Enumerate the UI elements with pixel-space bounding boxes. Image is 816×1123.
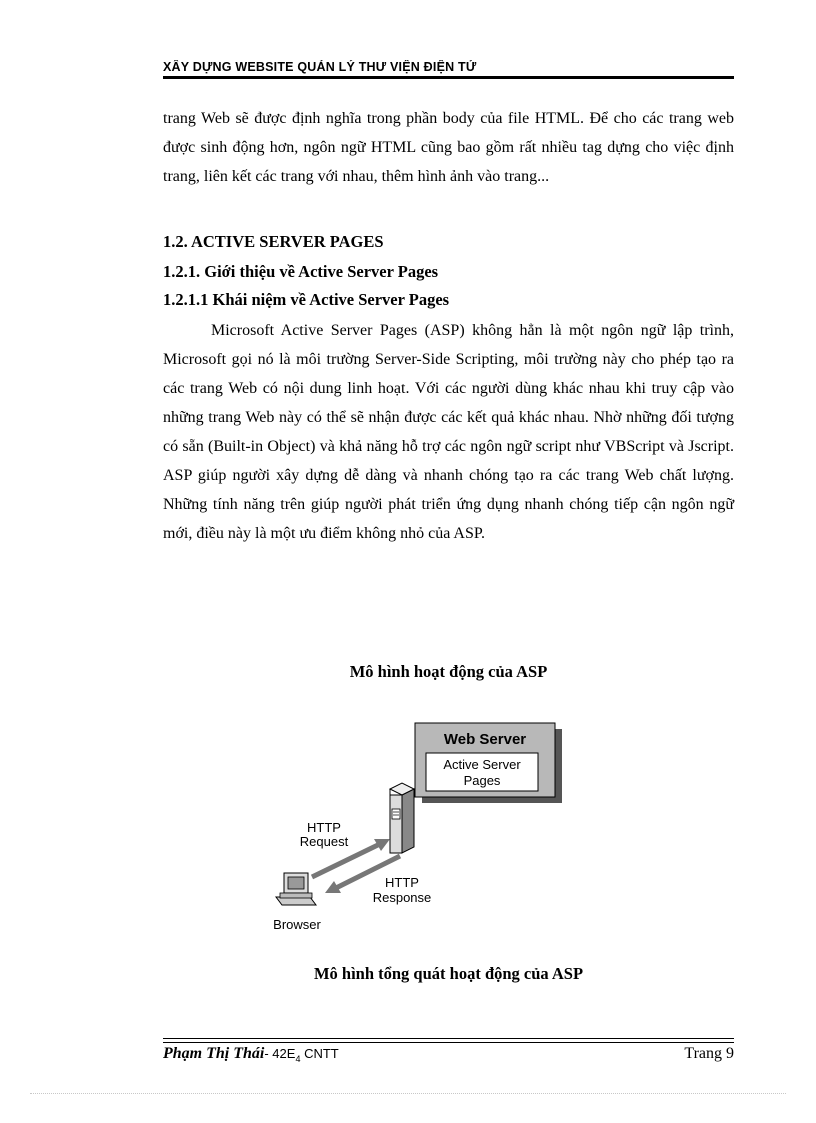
asp-diagram bbox=[262, 715, 562, 940]
paragraph-intro: trang Web sẽ được định nghĩa trong phần body của file HTML. Để cho các trang web được sinh động hơn, ngôn ngữ HTML cũng bao gồm rất nhiều tag dựng cho việc định trang, liên kết các trang với nhau, thêm hình ảnh vào trang... bbox=[163, 110, 734, 185]
footer-rule-thick bbox=[163, 1038, 734, 1039]
page-edge-dots bbox=[30, 1093, 786, 1094]
request-label-line2: Request bbox=[299, 834, 349, 849]
response-label-line1: HTTP bbox=[385, 875, 419, 890]
asp-label-line2: Pages bbox=[463, 773, 501, 788]
figure-caption-top: Mô hình hoạt động của ASP bbox=[349, 662, 548, 681]
footer-class-prefix: - 42E bbox=[264, 1046, 296, 1061]
header-rule bbox=[163, 76, 734, 79]
footer-rule-thin bbox=[163, 1042, 734, 1043]
heading-section: 1.2. ACTIVE SERVER PAGES bbox=[163, 232, 384, 251]
footer-class-sub: 4 bbox=[295, 1054, 301, 1064]
browser-label: Browser bbox=[273, 917, 321, 932]
heading-subsection: 1.2.1. Giới thiệu về Active Server Pages bbox=[163, 262, 439, 281]
figure-caption-bottom: Mô hình tổng quát hoạt động của ASP bbox=[313, 964, 584, 983]
request-label-line1: HTTP bbox=[307, 820, 341, 835]
web-server-label: Web Server bbox=[443, 731, 527, 748]
footer-author-line bbox=[163, 1045, 339, 1064]
page-number: Trang 9 bbox=[684, 1045, 734, 1062]
heading-subsubsection: 1.2.1.1 Khái niệm về Active Server Pages bbox=[163, 290, 450, 309]
paragraph-asp: Microsoft Active Server Pages (ASP) không hẳn là một ngôn ngữ lập trình, Microsoft gọi nó là môi trường Server-Side Scripting, môi trường này cho phép tạo ra các trang Web có nội dung linh hoạt. Với các người dùng khác nhau khi truy cập vào những trang Web này có thể sẽ nhận được các kết quả khác nhau. Nhờ những đối tượng có sẵn (Built-in Object) và khả năng hỗ trợ các ngôn ngữ script như VBScript và Jscript. ASP giúp người xây dựng dễ dàng và nhanh chóng tạo ra các trang Web chất lượng. Những tính năng trên giúp người phát triển ứng dụng nhanh chóng tiếp cận ngôn ngữ mới, điều này là một ưu điểm không nhỏ của ASP. bbox=[163, 322, 734, 542]
response-label-line2: Response bbox=[372, 890, 432, 905]
computer-icon bbox=[276, 873, 316, 905]
header-title: XÂY DỰNG WEBSITE QUẢN LÝ THƯ VIỆN ĐIỆN TỬ bbox=[163, 60, 477, 74]
server-icon bbox=[390, 783, 414, 853]
footer-author: Phạm Thị Thái bbox=[163, 1045, 265, 1062]
footer-class-suffix: CNTT bbox=[300, 1046, 339, 1061]
asp-label-line1: Active Server bbox=[443, 757, 521, 772]
